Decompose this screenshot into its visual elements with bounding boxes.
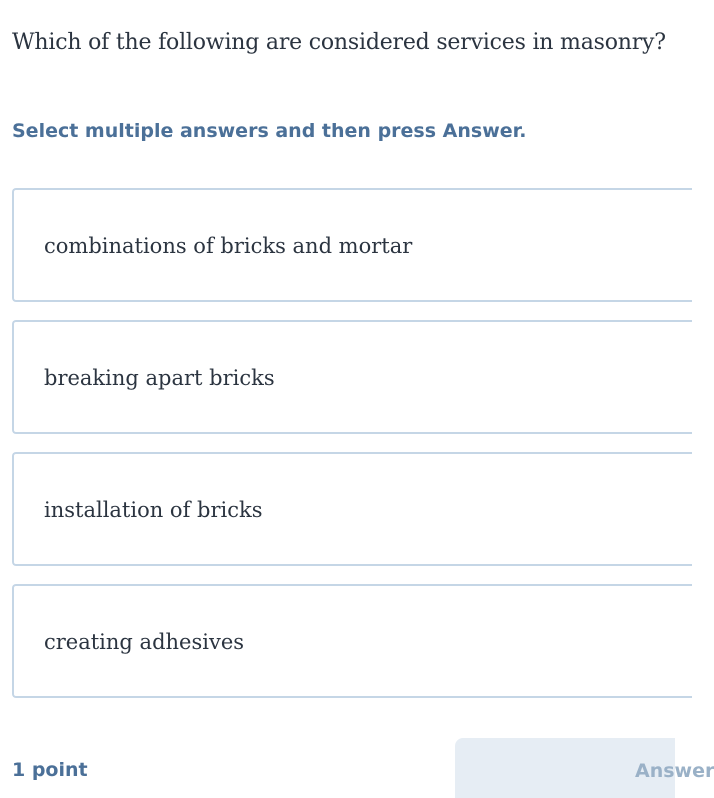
answer-button[interactable] [455, 738, 714, 798]
answer-button-label: Answer [635, 760, 714, 782]
answer-option-2[interactable] [12, 320, 692, 434]
instruction-text: Select multiple answers and then press Answer. [12, 120, 527, 142]
answer-option-label: creating adhesives [44, 630, 245, 654]
answer-option-label: installation of bricks [44, 498, 263, 522]
points-label: 1 point [12, 759, 88, 781]
answer-option-4[interactable] [12, 584, 692, 698]
answer-option-label: combinations of bricks and mortar [44, 234, 413, 258]
question-text: Which of the following are considered services in masonry? [12, 30, 666, 55]
answer-option-label: breaking apart bricks [44, 366, 275, 390]
answer-option-3[interactable] [12, 452, 692, 566]
answer-option-1[interactable] [12, 188, 692, 302]
